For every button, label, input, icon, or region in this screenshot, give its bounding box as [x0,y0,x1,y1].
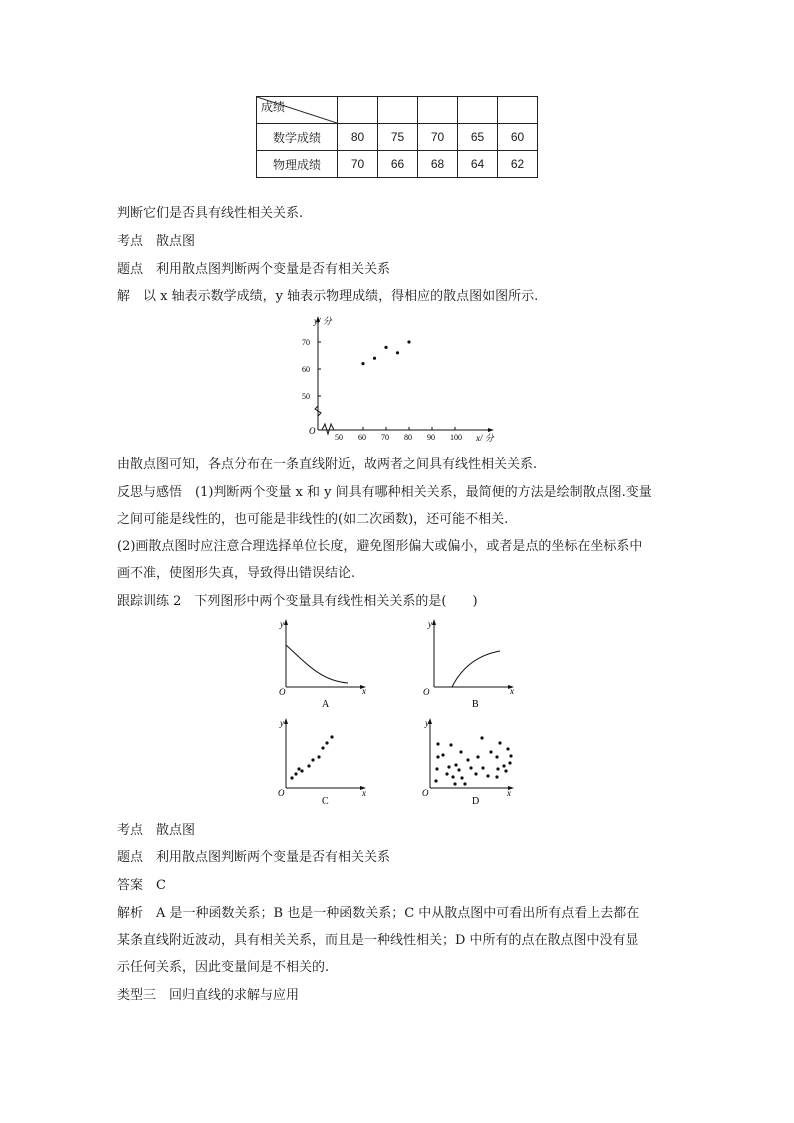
header-cell [418,97,458,124]
table-cell: 62 [498,151,538,178]
scatter-point [454,763,457,766]
scatter-point [504,769,507,772]
table-cell: 65 [458,124,498,151]
axis-y-label: y [425,718,429,728]
scatter-point [435,767,438,770]
scatter-point [297,767,300,770]
scatter-point [451,775,454,778]
axis-x-label: x [507,788,511,798]
option-graph-c [272,712,372,807]
scatter-point [396,351,399,354]
option-graph-d [420,712,520,807]
scatter-point [434,779,437,782]
scatter-point [480,736,483,739]
section-heading: 类型三 回归直线的求解与应用 [117,988,300,1003]
y-tick-label: 70 [302,338,310,347]
scatter-point [361,362,364,365]
conclusion-text: 由散点图可知，各点分布在一条直线附近，故两者之间具有线性相关关系. [117,457,538,472]
scatter-chart [300,310,510,445]
answer-line [117,877,166,894]
table-header-row [257,97,538,124]
option-graph-b [420,615,520,710]
option-graph-a [272,615,372,710]
axis-y-label: y [280,718,284,728]
scatter-point [506,747,509,750]
scatter-point [495,755,498,758]
scatter-point [453,782,456,785]
table-cell: 66 [378,151,418,178]
option-label-c: C [322,796,329,807]
tidian2-line [117,849,390,866]
x-tick-label: 70 [381,433,389,442]
corner-label: 成绩 [261,100,286,114]
scatter-point [445,772,448,775]
scatter-point [307,764,310,767]
origin-label: O [279,687,286,697]
answer-value: C [156,878,166,893]
scatter-point [509,754,512,757]
score-table [256,96,538,178]
x-axis-label: x/ 分 [476,433,494,443]
x-tick-label: 50 [335,433,343,442]
row-label: 数学成绩 [257,124,338,151]
scatter-point [508,761,511,764]
scatter-point [495,775,498,778]
table-cell: 80 [338,124,378,151]
header-cell [498,97,538,124]
table-cell: 68 [418,151,458,178]
x-axis-arrow [488,428,494,432]
question-text: 判断它们是否具有线性相关关系. [117,206,304,221]
origin-label: O [309,426,316,436]
scatter-point [466,758,469,761]
header-cell [338,97,378,124]
axis-x-label: x [362,686,366,696]
tidian-value: 利用散点图判断两个变量是否有相关关系 [156,262,391,277]
x-tick-label: 90 [427,433,435,442]
scatter-point [436,742,439,745]
tidian-label: 题点 [117,262,144,277]
scatter-point [290,776,293,779]
kaodian-value: 散点图 [156,234,196,249]
option-label-b: B [472,699,479,710]
scatter-point [459,750,462,753]
scatter-point [407,340,410,343]
y-tick-label: 60 [302,365,310,374]
scatter-point [300,769,303,772]
scatter-point [457,768,460,771]
training-question: 跟踪训练 2 下列图形中两个变量具有线性相关关系的是( ) [117,594,478,609]
scatter-point [330,735,333,738]
table-corner-cell [257,97,338,124]
table-cell: 60 [498,124,538,151]
axis-x-label: x [362,788,366,798]
tidian-line [117,261,390,278]
scatter-point [460,776,463,779]
analysis-line-3: 示任何关系，因此变量间是不相关的. [117,960,330,975]
kaodian-line [117,233,195,250]
scatter-point [384,346,387,349]
axis-y-label: y [280,619,284,629]
x-tick-label: 100 [450,433,462,442]
tidian2-value: 利用散点图判断两个变量是否有相关关系 [156,850,391,865]
scatter-point [486,774,489,777]
scatter-point [474,772,477,775]
y-tick-label: 50 [302,392,310,401]
table-row [257,124,538,151]
scatter-point [311,758,314,761]
table-row [257,151,538,178]
axis-y-label: y [428,619,432,629]
reflection-line-4: 画不准，使图形失真，导致得出错误结论. [117,566,356,581]
option-label-d: D [472,796,480,807]
kaodian-label: 考点 [117,234,144,249]
scatter-point [436,755,439,758]
kaodian2-line [117,822,195,839]
tidian2-label: 题点 [117,850,144,865]
scatter-point [441,753,444,756]
scatter-point [317,755,320,758]
scatter-point [489,750,492,753]
scatter-point [498,741,501,744]
scatter-point [476,755,479,758]
table-cell: 64 [458,151,498,178]
origin-label: O [422,788,429,798]
scatter-point [481,766,484,769]
analysis-line-1: 解析 A 是一种函数关系；B 也是一种函数关系；C 中从散点图中可看出所有点看上去都在 [117,906,640,921]
option-label-a: A [322,699,330,710]
table-cell: 70 [418,124,458,151]
scatter-point [463,782,466,785]
scatter-point [294,772,297,775]
scatter-point [373,357,376,360]
answer-label: 答案 [117,878,144,893]
y-axis-label: y/ 分 [314,316,332,326]
row-label: 物理成绩 [257,151,338,178]
scatter-point [321,746,324,749]
scatter-point [325,741,328,744]
table-cell: 70 [338,151,378,178]
origin-label: O [278,788,285,798]
kaodian2-value: 散点图 [156,823,196,838]
header-cell [378,97,418,124]
reflection-line-1: 反思与感悟 (1)判断两个变量 x 和 y 间具有哪种相关关系，最简便的方法是绘制散点图.变量 [117,485,652,500]
reflection-line-3: (2)画散点图时应注意合理选择单位长度，避免图形偏大或偏小，或者是点的坐标在坐标系中 [117,539,643,554]
solution-text: 解 以 x 轴表示数学成绩，y 轴表示物理成绩，得相应的散点图如图所示. [117,289,539,304]
scatter-point [447,765,450,768]
scatter-point [496,767,499,770]
scatter-point [449,743,452,746]
axis-x-label: x [510,686,514,696]
corner-diagonal [257,97,337,123]
reflection-line-2: 之间可能是线性的，也可能是非线性的(如二次函数)，还可能不相关. [117,512,509,527]
table-cell: 75 [378,124,418,151]
kaodian2-label: 考点 [117,823,144,838]
header-cell [458,97,498,124]
x-tick-label: 60 [358,433,366,442]
x-tick-label: 80 [404,433,412,442]
analysis-line-2: 某条直线附近波动，具有相关关系，而且是一种线性相关；D 中所有的点在散点图中没有显 [117,933,639,948]
y-axis-break [315,406,321,430]
scatter-point [502,764,505,767]
scatter-point [469,766,472,769]
origin-label: O [423,687,430,697]
